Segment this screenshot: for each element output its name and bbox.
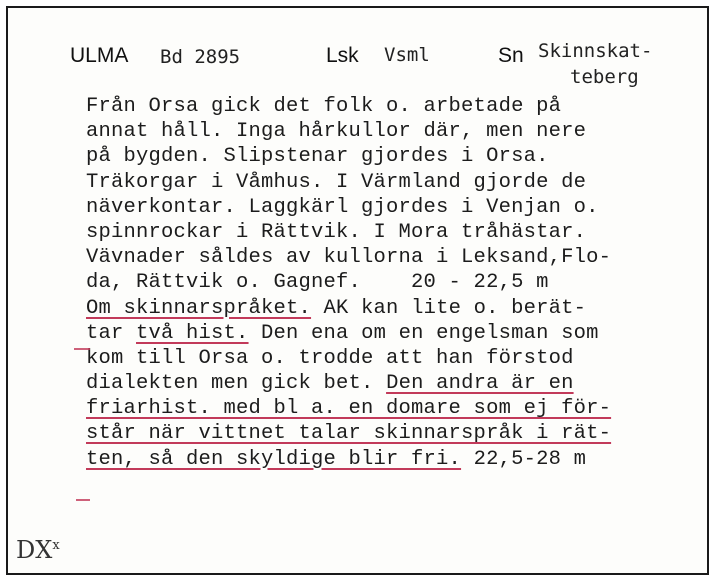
parish-label: Sn (498, 44, 524, 67)
text-line: tar två hist. Den ena om en engelsman som (86, 321, 599, 345)
underlined-heading: Om skinnarspråket. (86, 296, 312, 320)
text-line: da, Rättvik o. Gagnef. 20 - 22,5 m (86, 271, 549, 295)
underlined-text-line: friarhist. med bl a. en domare som ej för- (86, 397, 612, 421)
text-line: Vävnader såldes av kullorna i Leksand,Flo- (86, 246, 612, 270)
text-line: annat håll. Inga hårkullor där, men nere (86, 120, 587, 144)
text-line: kom till Orsa o. trodde att han förstod (86, 346, 574, 370)
underlined-phrase: två hist. (136, 321, 249, 345)
text-line: Om skinnarspråket. AK kan lite o. berät- (86, 296, 587, 320)
underlined-text-line: står när vittnet talar skinnarspråk i rät- (86, 422, 612, 446)
archive-name: ULMA (70, 44, 129, 67)
text-line: på bygden. Slipstenar gjordes i Orsa. (86, 145, 549, 169)
underlined-phrase: Den andra är en (386, 372, 574, 396)
text-line: Från Orsa gick det folk o. arbetade på (86, 95, 562, 118)
underlined-phrase: ten, så den skyldige blir fri. (86, 447, 462, 471)
parish-line-1: Skinnskat- (538, 40, 653, 62)
handwritten-mark: $DX^x$ (16, 536, 60, 564)
volume-number: Bd 2895 (160, 46, 241, 68)
province-value: Vsml (384, 44, 430, 66)
parish-line-2: teberg (570, 66, 639, 88)
text-line: Träkorgar i Våmhus. I Värmland gjorde de (86, 170, 587, 194)
text-line: dialekten men gick bet. Den andra är en (86, 372, 574, 396)
text-line: näverkontar. Laggkärl gjordes i Venjan o. (86, 195, 599, 219)
province-label: Lsk (326, 44, 359, 67)
text-line: spinnrockar i Rättvik. I Mora tråhästar. (86, 220, 587, 244)
text-line: ten, så den skyldige blir fri. 22,5-28 m (86, 447, 587, 471)
